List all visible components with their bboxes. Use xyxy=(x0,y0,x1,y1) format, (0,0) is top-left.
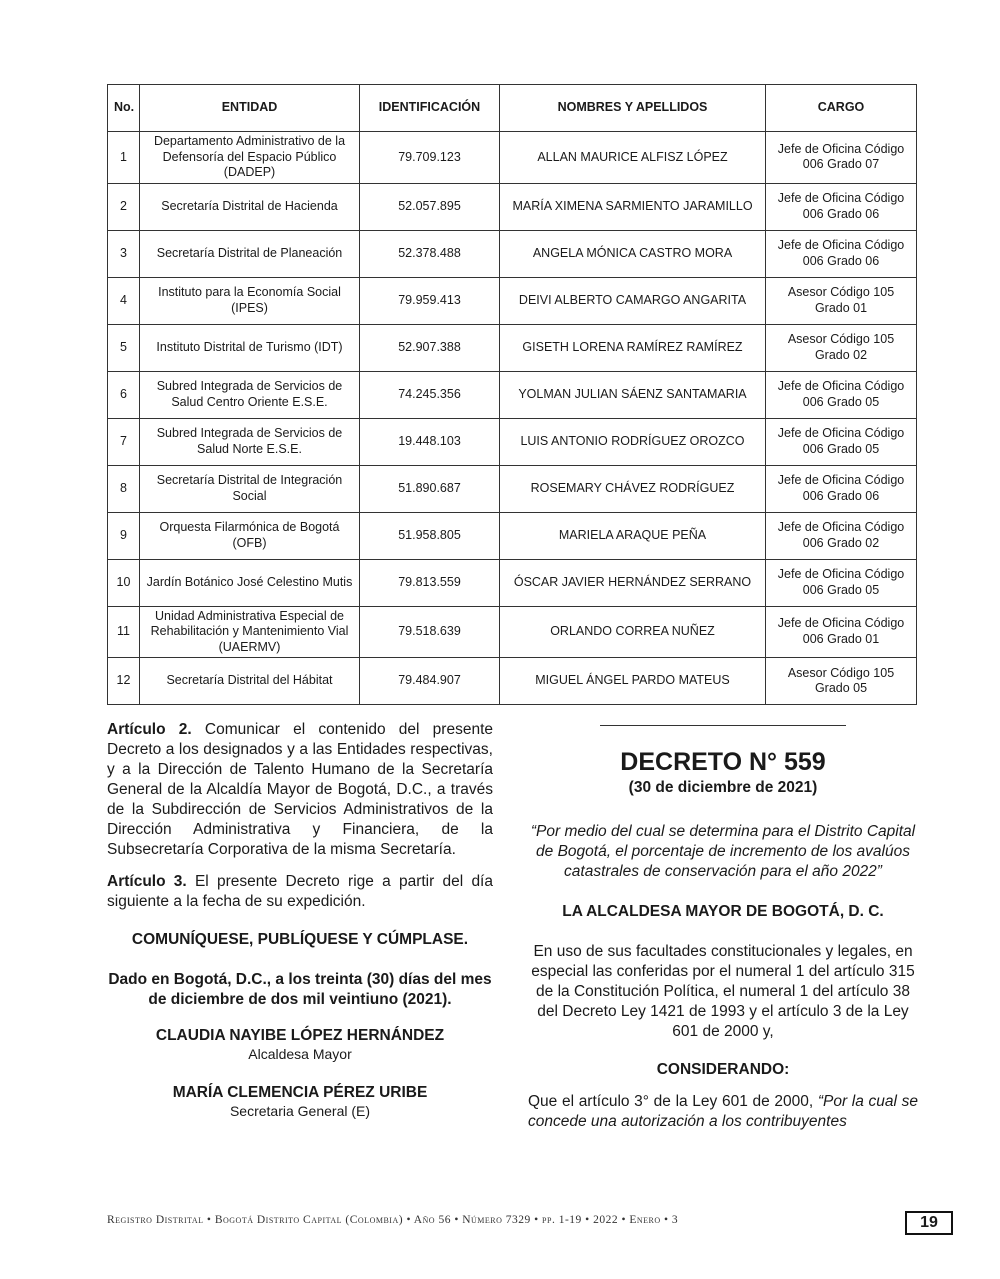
decree-subject: “Por medio del cual se determina para el Distrito Capital de Bogotá, el porcentaje de incremento de los avalúos catastrales de conservación para el año 2022” xyxy=(530,823,916,880)
article-2-text: Comunicar el contenido del presente Decreto a los designados y a las Entidades respectivas, y a la Dirección de Talento Humano de la Secretaría General de la Alcaldía Mayor de Bogotá, D.C., a través de la Subdirección de Servicios Administrativos de la Dirección Administrativa y Financiera, de la Subsecretaría Corporativa de la misma Secretaría. xyxy=(107,721,493,858)
cell-cargo: Asesor Código 105 Grado 05 xyxy=(766,658,917,705)
table-body xyxy=(108,132,917,705)
section-divider xyxy=(600,725,846,726)
cell-entidad: Instituto para la Economía Social (IPES) xyxy=(140,277,360,324)
article-3 xyxy=(107,872,493,912)
footer-publication-line: Registro Distrital • Bogotá Distrito Capital (Colombia) • Año 56 • Número 7329 • pp. 1-19 • 2022 • Enero • 3 xyxy=(107,1214,679,1226)
cell-cargo: Jefe de Oficina Código 006 Grado 05 xyxy=(766,371,917,418)
table-row xyxy=(108,277,917,324)
cell-identificacion: 74.245.356 xyxy=(360,371,500,418)
header-cargo: CARGO xyxy=(766,85,917,132)
cell-nombres: MIGUEL ÁNGEL PARDO MATEUS xyxy=(500,658,766,705)
article-3-label: Artículo 3. xyxy=(107,873,187,890)
signer-secretary-role: Secretaria General (E) xyxy=(229,1103,371,1119)
cell-entidad: Orquesta Filarmónica de Bogotá (OFB) xyxy=(140,512,360,559)
cell-no: 7 xyxy=(108,418,140,465)
cell-identificacion: 52.907.388 xyxy=(360,324,500,371)
left-column xyxy=(107,720,493,1120)
cell-nombres: MARIELA ARAQUE PEÑA xyxy=(500,512,766,559)
cell-identificacion: 52.378.488 xyxy=(360,230,500,277)
cell-cargo: Jefe de Oficina Código 006 Grado 01 xyxy=(766,606,917,658)
given-statement: Dado en Bogotá, D.C., a los treinta (30) días del mes de diciembre de dos mil veintiuno (2021). xyxy=(108,971,492,1008)
header-identificacion: IDENTIFICACIÓN xyxy=(360,85,500,132)
cell-nombres: ÓSCAR JAVIER HERNÁNDEZ SERRANO xyxy=(500,559,766,606)
cell-entidad: Instituto Distrital de Turismo (IDT) xyxy=(140,324,360,371)
signer-mayor-name: CLAUDIA NAYIBE LÓPEZ HERNÁNDEZ xyxy=(155,1027,445,1044)
header-nombres: NOMBRES Y APELLIDOS xyxy=(500,85,766,132)
table-header-row xyxy=(108,85,917,132)
table-row xyxy=(108,183,917,230)
cell-cargo: Asesor Código 105 Grado 01 xyxy=(766,277,917,324)
signer-mayor-role: Alcaldesa Mayor xyxy=(248,1046,352,1062)
cell-nombres: YOLMAN JULIAN SÁENZ SANTAMARIA xyxy=(500,371,766,418)
cell-identificacion: 79.518.639 xyxy=(360,606,500,658)
header-no: No. xyxy=(108,85,140,132)
cell-nombres: GISETH LORENA RAMÍREZ RAMÍREZ xyxy=(500,324,766,371)
signer-mayor xyxy=(107,1026,493,1063)
cell-no: 11 xyxy=(108,606,140,658)
table-row xyxy=(108,230,917,277)
cell-identificacion: 51.958.805 xyxy=(360,512,500,559)
cell-nombres: ALLAN MAURICE ALFISZ LÓPEZ xyxy=(500,132,766,184)
cell-identificacion: 79.484.907 xyxy=(360,658,500,705)
decree-intro: En uso de sus facultades constitucionales y legales, en especial las conferidas por el numeral 1 del artículo 315 de la Constitución Política, el numeral 1 del artículo 38 del Decreto Ley 1421 de 1993 y el artículo 3 de la Ley 601 de 2000 y, xyxy=(531,943,915,1040)
cell-cargo: Jefe de Oficina Código 006 Grado 05 xyxy=(766,559,917,606)
cell-identificacion: 79.709.123 xyxy=(360,132,500,184)
publish-statement: COMUNÍQUESE, PUBLÍQUESE Y CÚMPLASE. xyxy=(131,931,469,948)
cell-cargo: Jefe de Oficina Código 006 Grado 02 xyxy=(766,512,917,559)
cell-no: 8 xyxy=(108,465,140,512)
designations-table xyxy=(107,84,917,705)
paragraph-start: Que el artículo 3° de la Ley 601 de 2000, xyxy=(528,1093,818,1110)
cell-nombres: DEIVI ALBERTO CAMARGO ANGARITA xyxy=(500,277,766,324)
cell-identificacion: 51.890.687 xyxy=(360,465,500,512)
cell-entidad: Unidad Administrativa Especial de Rehabilitación y Mantenimiento Vial (UAERMV) xyxy=(140,606,360,658)
right-column xyxy=(528,715,918,1132)
cell-no: 2 xyxy=(108,183,140,230)
cell-entidad: Secretaría Distrital de Planeación xyxy=(140,230,360,277)
cell-identificacion: 79.813.559 xyxy=(360,559,500,606)
table-row xyxy=(108,324,917,371)
cell-entidad: Secretaría Distrital de Hacienda xyxy=(140,183,360,230)
cell-nombres: MARÍA XIMENA SARMIENTO JARAMILLO xyxy=(500,183,766,230)
cell-no: 4 xyxy=(108,277,140,324)
page-number: 19 xyxy=(905,1211,953,1235)
table-row xyxy=(108,371,917,418)
cell-nombres: ANGELA MÓNICA CASTRO MORA xyxy=(500,230,766,277)
cell-nombres: ORLANDO CORREA NUÑEZ xyxy=(500,606,766,658)
table-row xyxy=(108,512,917,559)
cell-entidad: Jardín Botánico José Celestino Mutis xyxy=(140,559,360,606)
table-row xyxy=(108,132,917,184)
decree-authority: LA ALCALDESA MAYOR DE BOGOTÁ, D. C. xyxy=(562,903,884,920)
cell-entidad: Subred Integrada de Servicios de Salud Centro Oriente E.S.E. xyxy=(140,371,360,418)
cell-cargo: Jefe de Oficina Código 006 Grado 06 xyxy=(766,465,917,512)
cell-cargo: Jefe de Oficina Código 006 Grado 06 xyxy=(766,230,917,277)
table-row xyxy=(108,418,917,465)
cell-no: 5 xyxy=(108,324,140,371)
cell-no: 12 xyxy=(108,658,140,705)
article-2 xyxy=(107,720,493,860)
cell-no: 9 xyxy=(108,512,140,559)
cell-nombres: LUIS ANTONIO RODRÍGUEZ OROZCO xyxy=(500,418,766,465)
cell-cargo: Jefe de Oficina Código 006 Grado 07 xyxy=(766,132,917,184)
cell-no: 10 xyxy=(108,559,140,606)
table-row xyxy=(108,606,917,658)
signer-secretary-name: MARÍA CLEMENCIA PÉREZ URIBE xyxy=(172,1084,428,1101)
cell-cargo: Jefe de Oficina Código 006 Grado 05 xyxy=(766,418,917,465)
paragraph-quote: “Por la cual se concede una autorización a los contribuyentes xyxy=(528,1093,918,1130)
considering-heading: CONSIDERANDO: xyxy=(656,1061,790,1078)
considering-paragraph xyxy=(528,1092,918,1132)
cell-cargo: Jefe de Oficina Código 006 Grado 06 xyxy=(766,183,917,230)
cell-no: 3 xyxy=(108,230,140,277)
cell-entidad: Departamento Administrativo de la Defensoría del Espacio Público (DADEP) xyxy=(140,132,360,184)
header-entidad: ENTIDAD xyxy=(140,85,360,132)
cell-identificacion: 19.448.103 xyxy=(360,418,500,465)
article-3-text: El presente Decreto rige a partir del día siguiente a la fecha de su expedición. xyxy=(107,873,493,910)
signer-secretary xyxy=(107,1083,493,1120)
table-row xyxy=(108,559,917,606)
cell-entidad: Subred Integrada de Servicios de Salud Norte E.S.E. xyxy=(140,418,360,465)
cell-identificacion: 79.959.413 xyxy=(360,277,500,324)
cell-entidad: Secretaría Distrital del Hábitat xyxy=(140,658,360,705)
cell-entidad: Secretaría Distrital de Integración Social xyxy=(140,465,360,512)
decree-date: (30 de diciembre de 2021) xyxy=(628,779,818,796)
table-row xyxy=(108,465,917,512)
cell-no: 6 xyxy=(108,371,140,418)
decree-title: DECRETO N° 559 xyxy=(620,748,826,776)
cell-identificacion: 52.057.895 xyxy=(360,183,500,230)
table-row xyxy=(108,658,917,705)
cell-nombres: ROSEMARY CHÁVEZ RODRÍGUEZ xyxy=(500,465,766,512)
cell-cargo: Asesor Código 105 Grado 02 xyxy=(766,324,917,371)
article-2-label: Artículo 2. xyxy=(107,721,192,738)
cell-no: 1 xyxy=(108,132,140,184)
